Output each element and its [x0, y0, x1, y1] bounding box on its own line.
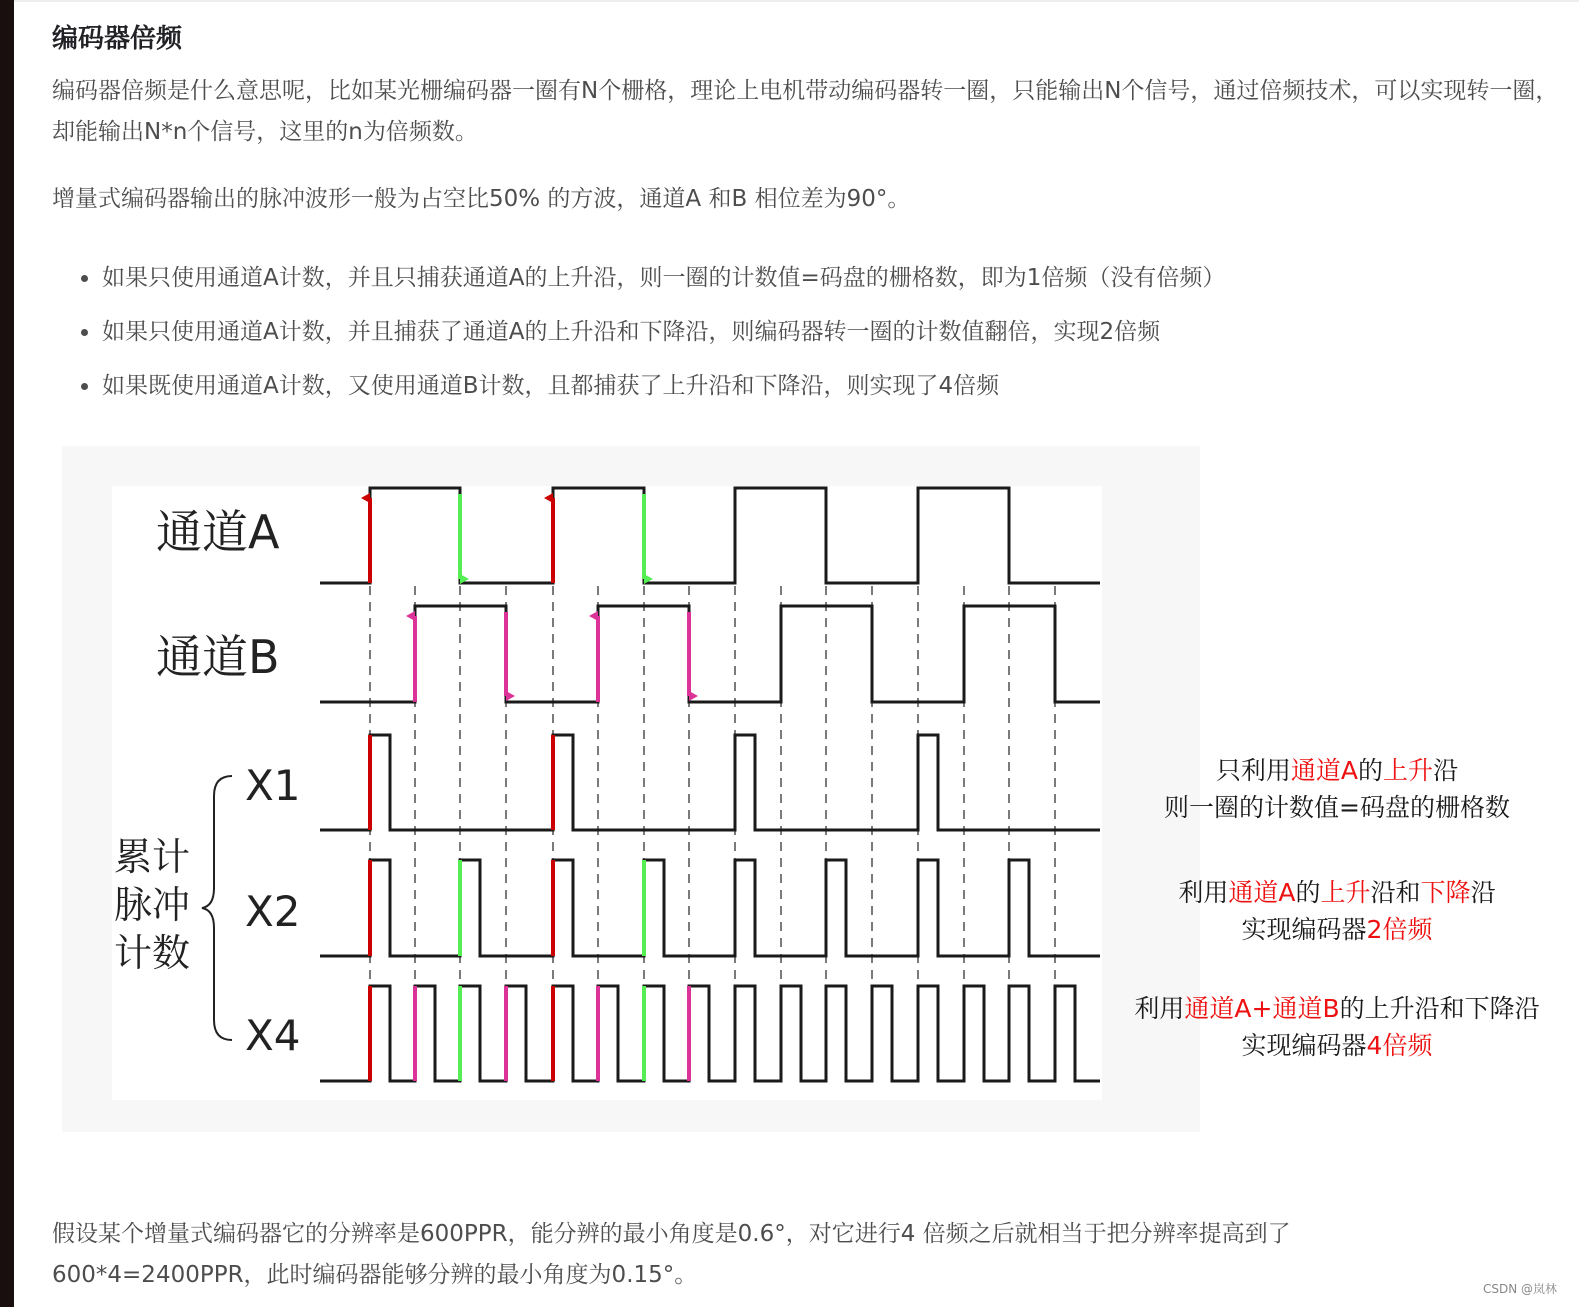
note-x1: [1108, 752, 1566, 826]
list-item: [52, 312, 1225, 366]
paragraph-definition: 编码器倍频是什么意思呢，比如某光栅编码器一圈有N个栅格，理论上电机带动编码器转一圈，只能输出N个信号，通过倍频技术，可以实现转一圈，却能输出N*n个信号，这里的n为倍频数。: [52, 78, 1559, 145]
note-text: 沿和: [1370, 878, 1421, 907]
bullet-dot-icon: [81, 275, 88, 282]
note-highlight: 上升: [1383, 756, 1434, 785]
x2-label: X2: [245, 887, 301, 936]
note-x4-line-2: [1108, 1027, 1566, 1064]
x4-label: X4: [245, 1011, 301, 1060]
group-label-line-1: 累计: [114, 835, 191, 879]
list-item-text: 如果只使用通道A计数，并且只捕获通道A的上升沿，则一圈的计数值=码盘的栅格数，即为1倍频（没有倍频）: [102, 265, 1226, 291]
note-text: 的: [1358, 756, 1384, 785]
note-highlight: 上升: [1320, 878, 1371, 907]
note-text: 实现编码器: [1241, 915, 1367, 944]
bullet-list: [52, 258, 1225, 420]
note-text: 实现编码器: [1241, 1031, 1367, 1060]
note-highlight: 4倍频: [1366, 1031, 1433, 1060]
list-item-text: 如果只使用通道A计数，并且捕获了通道A的上升沿和下降沿，则编码器转一圈的计数值翻倍，实现2倍频: [102, 319, 1161, 345]
note-highlight: 下降: [1420, 878, 1471, 907]
group-label-line-2: 脉冲: [114, 883, 191, 927]
channel-a-label: 通道A: [156, 505, 280, 559]
note-text: 的: [1295, 878, 1321, 907]
note-text: 只利用: [1215, 756, 1291, 785]
csdn-watermark: CSDN @岚林: [1482, 1282, 1557, 1296]
note-highlight: 通道A: [1290, 756, 1359, 785]
encoder-timing-diagram: [62, 446, 1200, 1132]
note-text: 利用: [1134, 994, 1185, 1023]
note-x4-line-1: [1108, 990, 1566, 1027]
note-text: 利用: [1178, 878, 1229, 907]
x1-label: X1: [245, 761, 301, 810]
group-label-line-3: 计数: [114, 931, 191, 975]
timing-diagram-svg: [62, 446, 1200, 1132]
bullet-dot-icon: [81, 329, 88, 336]
bullet-dot-icon: [81, 383, 88, 390]
note-highlight: 通道A+通道B: [1184, 994, 1340, 1023]
note-x1-line-1: [1108, 752, 1566, 789]
top-divider: [14, 0, 1579, 2]
note-x2-line-1: [1108, 874, 1566, 911]
note-x4: [1108, 990, 1566, 1064]
note-x2-line-2: [1108, 911, 1566, 948]
note-text: 的上升沿和下降沿: [1339, 994, 1540, 1023]
list-item-text: 如果既使用通道A计数，又使用通道B计数，且都捕获了上升沿和下降沿，则实现了4倍频: [102, 373, 1000, 399]
list-item: [52, 258, 1225, 312]
section-title: 编码器倍频: [52, 24, 183, 54]
channel-b-label: 通道B: [156, 630, 280, 684]
note-x1-line-2: 则一圈的计数值=码盘的栅格数: [1164, 793, 1510, 822]
left-dark-bar: [0, 0, 14, 1307]
paragraph-waveform: 增量式编码器输出的脉冲波形一般为占空比50% 的方波，通道A 和B 相位差为90°。: [52, 186, 911, 212]
note-highlight: 通道A: [1228, 878, 1296, 907]
note-highlight: 2倍频: [1366, 915, 1433, 944]
note-text: 沿: [1433, 756, 1459, 785]
note-text: 沿: [1470, 878, 1496, 907]
list-item: [52, 366, 1225, 420]
note-x2: [1108, 874, 1566, 948]
paragraph-example: 假设某个增量式编码器它的分辨率是600PPR，能分辨的最小角度是0.6°，对它进行4 倍频之后就相当于把分辨率提高到了600*4=2400PPR，此时编码器能够分辨的最小角度为0.15°。: [52, 1221, 1291, 1288]
